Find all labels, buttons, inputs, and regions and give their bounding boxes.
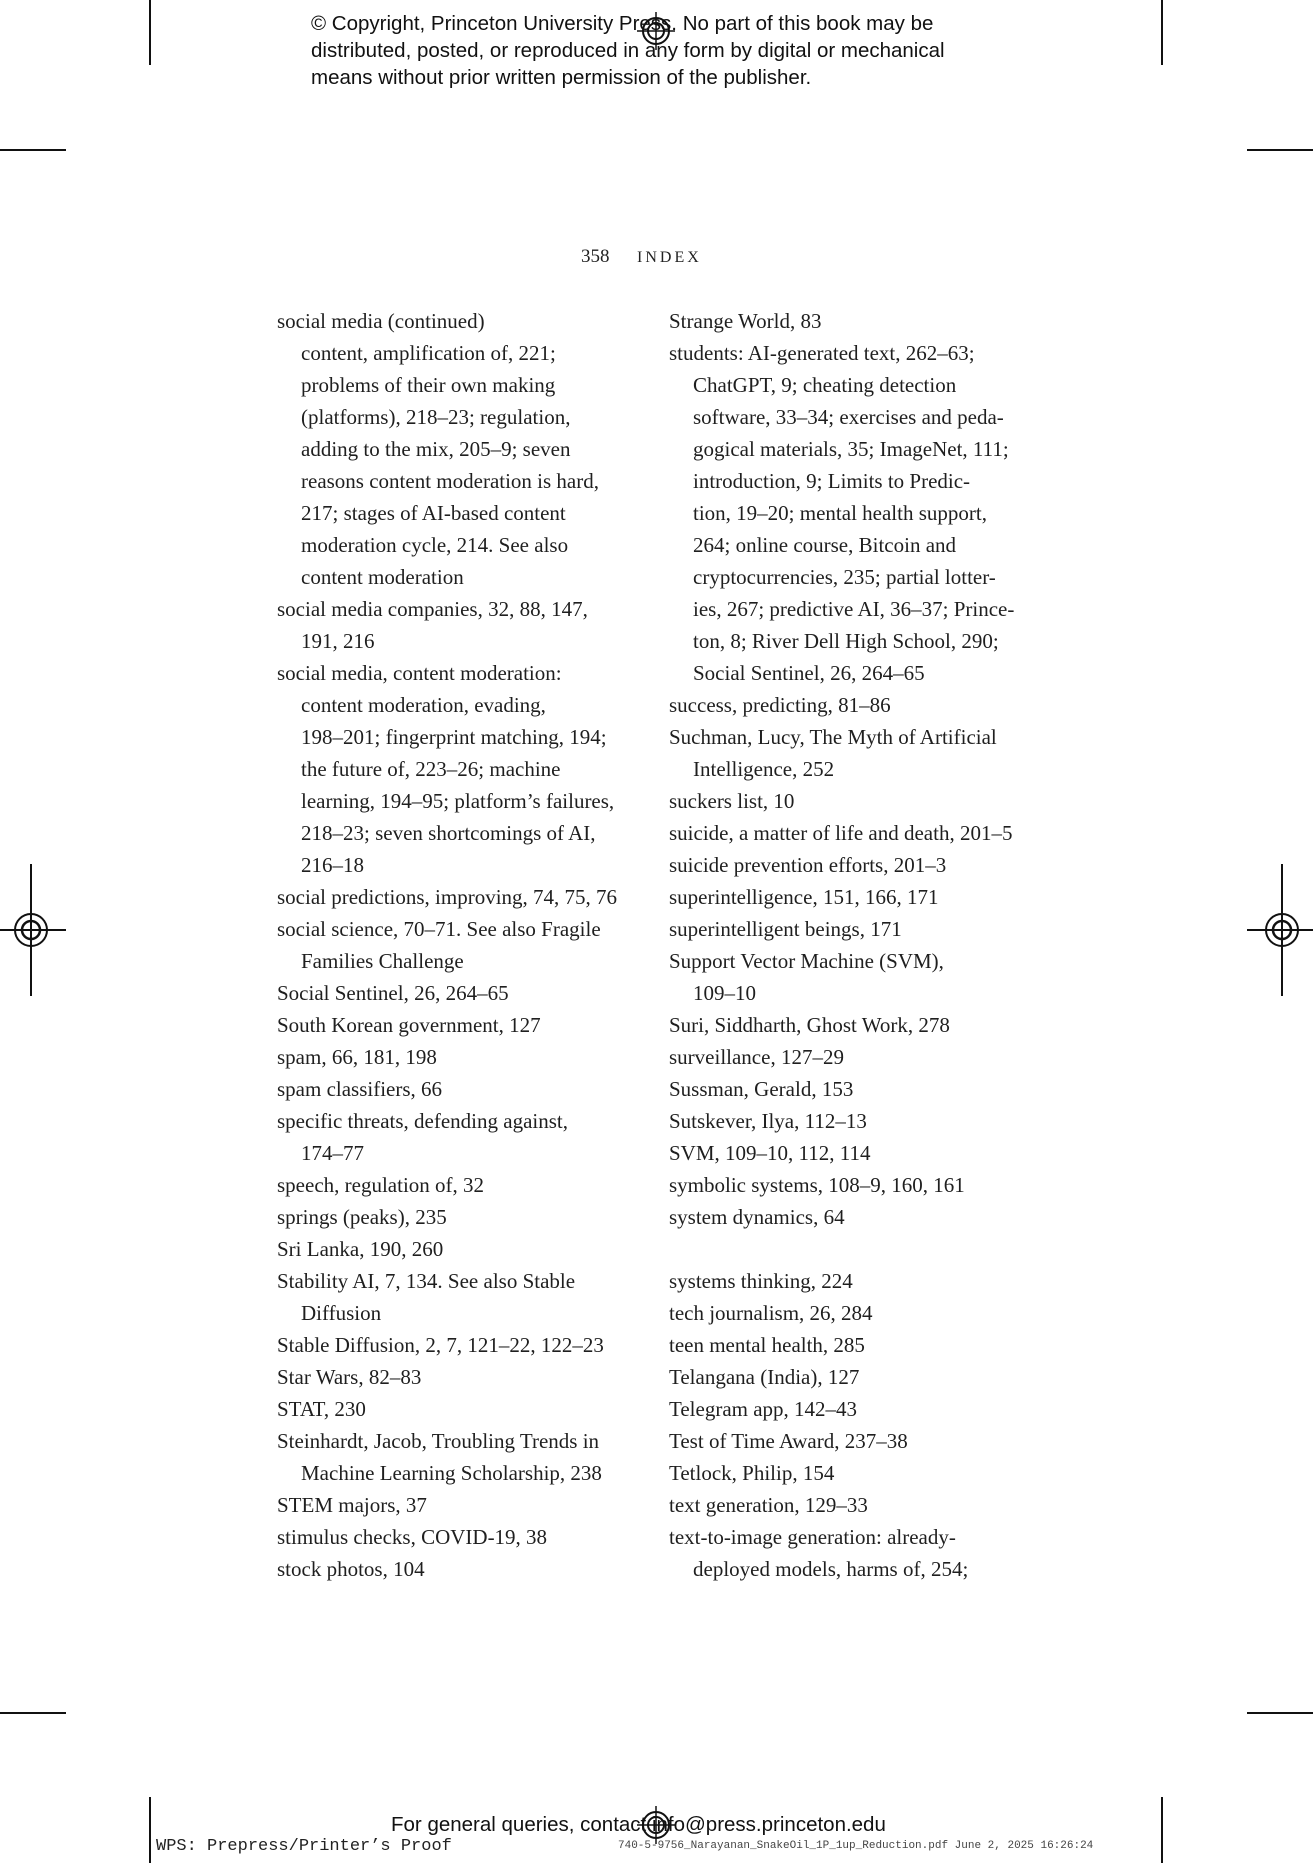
index-entry-subline: Intelligence, 252 — [693, 757, 835, 781]
index-entry — [669, 1393, 1039, 1425]
index-column-left — [277, 305, 647, 1585]
index-entry-subline: Machine Learning Scholarship, 238 — [301, 1461, 602, 1485]
index-entry-heading: Stable Diffusion, 2, 7, 121–22, 122–23 — [277, 1333, 604, 1357]
index-entry — [277, 1489, 647, 1521]
index-entry-subline: 109–10 — [693, 981, 756, 1005]
index-entry — [669, 1265, 1039, 1297]
index-entry-heading: springs (peaks), 235 — [277, 1205, 447, 1229]
index-entry-heading: spam, 66, 181, 198 — [277, 1045, 437, 1069]
index-entry — [669, 1457, 1039, 1489]
crop-mark — [149, 0, 151, 65]
index-entry-heading: systems thinking, 224 — [669, 1269, 853, 1293]
page-number: 358 — [581, 246, 610, 267]
index-entry-heading: spam classifiers, 66 — [277, 1077, 443, 1101]
copyright-notice — [311, 10, 1071, 91]
index-entry — [669, 881, 1039, 913]
index-entry-subline: Diffusion — [301, 1301, 382, 1325]
index-entry — [669, 1169, 1039, 1201]
index-entry-heading: superintelligent beings, 171 — [669, 917, 902, 941]
index-entry-heading: Support Vector Machine (SVM), — [669, 949, 944, 973]
index-entry-heading: social science, 70–71. See also Fragile — [277, 917, 601, 941]
index-entry-heading: Sussman, Gerald, 153 — [669, 1077, 854, 1101]
index-entry-subline: 216–18 — [301, 853, 364, 877]
index-entry-heading: STAT, 230 — [277, 1397, 366, 1421]
index-entry-heading: social media (continued) — [277, 309, 485, 333]
index-entry — [669, 817, 1039, 849]
footer-contact: For general queries, contact info@press.princeton.edu — [391, 1813, 886, 1836]
running-head-title: INDEX — [637, 249, 702, 266]
index-entry — [277, 1393, 647, 1425]
index-entry-heading: Suchman, Lucy, The Myth of Artificial — [669, 725, 997, 749]
index-entry — [669, 1041, 1039, 1073]
index-entry — [669, 305, 1039, 337]
index-entry — [277, 1009, 647, 1041]
index-entry-heading: social media, content moderation: — [277, 661, 562, 685]
index-entry — [669, 1361, 1039, 1393]
crop-mark — [1161, 1797, 1163, 1863]
registration-mark-icon — [637, 12, 675, 50]
index-entry-subline: content moderation — [301, 565, 464, 589]
crop-mark — [0, 1712, 66, 1714]
index-entry-heading: superintelligence, 151, 166, 171 — [669, 885, 939, 909]
index-entry-heading: Social Sentinel, 26, 264–65 — [277, 981, 509, 1005]
index-entry — [669, 1009, 1039, 1041]
crop-mark — [0, 149, 66, 151]
index-entry — [277, 913, 647, 977]
index-entry-heading: SVM, 109–10, 112, 114 — [669, 1141, 871, 1165]
index-entry-heading: Star Wars, 82–83 — [277, 1365, 422, 1389]
index-entry-heading: Tetlock, Philip, 154 — [669, 1461, 835, 1485]
index-entry-subline: ton, 8; River Dell High School, 290; — [693, 629, 999, 653]
index-entry — [277, 1425, 647, 1489]
index-entry — [277, 881, 647, 913]
index-entry-subline: content, amplification of, 221; — [301, 341, 556, 365]
index-entry — [669, 1201, 1039, 1233]
crop-mark — [1247, 1712, 1313, 1714]
index-entry-subline: the future of, 223–26; machine — [301, 757, 561, 781]
index-entry-subline: 191, 216 — [301, 629, 375, 653]
index-entry-heading: suckers list, 10 — [669, 789, 795, 813]
index-entry — [669, 337, 1039, 689]
index-entry-heading: speech, regulation of, 32 — [277, 1173, 485, 1197]
crop-mark — [1161, 0, 1163, 65]
index-entry-heading: social media companies, 32, 88, 147, — [277, 597, 588, 621]
index-entry-heading: STEM majors, 37 — [277, 1493, 427, 1517]
index-entry — [277, 1265, 647, 1329]
index-entry — [669, 849, 1039, 881]
index-entry-heading: system dynamics, 64 — [669, 1205, 845, 1229]
index-entry-subline: Families Challenge — [301, 949, 464, 973]
index-entry-subline: adding to the mix, 205–9; seven — [301, 437, 571, 461]
index-entry — [277, 1233, 647, 1265]
index-entry-heading: specific threats, defending against, — [277, 1109, 568, 1133]
index-entry-subline: moderation cycle, 214. See also — [301, 533, 569, 557]
index-entry-subline: (platforms), 218–23; regulation, — [301, 405, 571, 429]
index-entry-subline: 217; stages of AI-based content — [301, 501, 566, 525]
index-entry-subline: cryptocurrencies, 235; partial lotter- — [693, 565, 996, 589]
index-entry-heading: text generation, 129–33 — [669, 1493, 868, 1517]
index-entry-heading: Telangana (India), 127 — [669, 1365, 860, 1389]
index-entry — [669, 1137, 1039, 1169]
index-entry — [277, 977, 647, 1009]
index-entry-subline: ies, 267; predictive AI, 36–37; Prince- — [693, 597, 1015, 621]
index-entry — [277, 657, 647, 881]
crop-mark — [149, 1797, 151, 1863]
index-entry — [277, 593, 647, 657]
index-entry-subline: learning, 194–95; platform’s failures, — [301, 789, 615, 813]
index-entry — [669, 1105, 1039, 1137]
index-entry-subline: 218–23; seven shortcomings of AI, — [301, 821, 596, 845]
index-entry-heading: stimulus checks, COVID-19, 38 — [277, 1525, 548, 1549]
index-entry — [669, 1521, 1039, 1585]
crop-mark — [1247, 149, 1313, 151]
index-entry-heading: Suri, Siddharth, Ghost Work, 278 — [669, 1013, 950, 1037]
index-entry-subline: software, 33–34; exercises and peda- — [693, 405, 1004, 429]
index-entry-subline: Social Sentinel, 26, 264–65 — [693, 661, 925, 685]
index-entry — [277, 1169, 647, 1201]
index-entry — [669, 1329, 1039, 1361]
index-entry-heading: Sri Lanka, 190, 260 — [277, 1237, 444, 1261]
copyright-line: © Copyright, Princeton University Press. No part of this book may be — [311, 12, 934, 35]
index-column-right — [669, 305, 1039, 1585]
index-entry — [669, 1425, 1039, 1457]
index-entry — [669, 785, 1039, 817]
index-entry — [277, 1105, 647, 1169]
index-entry — [277, 305, 647, 593]
index-entry — [277, 1361, 647, 1393]
index-entry-heading: Stability AI, 7, 134. See also Stable — [277, 1269, 576, 1293]
index-entry — [669, 689, 1039, 721]
footer-proof-label: WPS: Prepress/Printer’s Proof — [156, 1837, 452, 1856]
index-entry-heading: surveillance, 127–29 — [669, 1045, 844, 1069]
index-entry — [669, 945, 1039, 1009]
index-entry — [669, 913, 1039, 945]
index-entry — [669, 1489, 1039, 1521]
index-entry-heading: stock photos, 104 — [277, 1557, 425, 1581]
index-entry — [669, 1073, 1039, 1105]
registration-mark-icon — [0, 864, 66, 996]
index-entry — [277, 1073, 647, 1105]
index-entry-heading: suicide, a matter of life and death, 201–5 — [669, 821, 1013, 845]
index-entry — [277, 1553, 647, 1585]
index-entry-heading: text-to-image generation: already- — [669, 1525, 956, 1549]
index-entry-heading: social predictions, improving, 74, 75, 76 — [277, 885, 618, 909]
index-entry-heading: tech journalism, 26, 284 — [669, 1301, 873, 1325]
index-entry-subline: reasons content moderation is hard, — [301, 469, 599, 493]
index-entry-subline: 174–77 — [301, 1141, 364, 1165]
index-entry-heading: success, predicting, 81–86 — [669, 693, 891, 717]
index-entry-heading: Strange World, 83 — [669, 309, 822, 333]
index-entry-heading: Test of Time Award, 237–38 — [669, 1429, 908, 1453]
index-entry — [277, 1041, 647, 1073]
index-entry-heading: Sutskever, Ilya, 112–13 — [669, 1109, 867, 1133]
index-entry-heading: students: AI-generated text, 262–63; — [669, 341, 975, 365]
copyright-line: means without prior written permission of the publisher. — [311, 66, 812, 89]
copyright-line: distributed, posted, or reproduced in any form by digital or mechanical — [311, 39, 945, 62]
index-entry-subline: content moderation, evading, — [301, 693, 546, 717]
index-entry-subline: introduction, 9; Limits to Predic- — [693, 469, 971, 493]
index-entry — [277, 1201, 647, 1233]
index-entry-heading: Telegram app, 142–43 — [669, 1397, 858, 1421]
index-entry-subline: gogical materials, 35; ImageNet, 111; — [693, 437, 1009, 461]
index-entry-heading: symbolic systems, 108–9, 160, 161 — [669, 1173, 965, 1197]
index-entry-heading: teen mental health, 285 — [669, 1333, 865, 1357]
index-entry-heading: Steinhardt, Jacob, Troubling Trends in — [277, 1429, 600, 1453]
index-entry-subline: deployed models, harms of, 254; — [693, 1557, 969, 1581]
index-entry-subline: tion, 19–20; mental health support, — [693, 501, 987, 525]
index-entry-subline: ChatGPT, 9; cheating detection — [693, 373, 957, 397]
registration-mark-icon — [1247, 864, 1313, 996]
index-entry-subline: 264; online course, Bitcoin and — [693, 533, 957, 557]
index-entry — [669, 721, 1039, 785]
index-entry — [669, 1297, 1039, 1329]
index-entry — [277, 1521, 647, 1553]
index-entry-heading: suicide prevention efforts, 201–3 — [669, 853, 947, 877]
index-entry-subline: 198–201; fingerprint matching, 194; — [301, 725, 607, 749]
footer-file-info: 740-5-9756_Narayanan_SnakeOil_1P_1up_Reduction.pdf June 2, 2025 16:26:24 — [618, 1840, 1094, 1852]
index-entry-subline: problems of their own making — [301, 373, 556, 397]
index-entry — [277, 1329, 647, 1361]
index-entry-heading: South Korean government, 127 — [277, 1013, 541, 1037]
